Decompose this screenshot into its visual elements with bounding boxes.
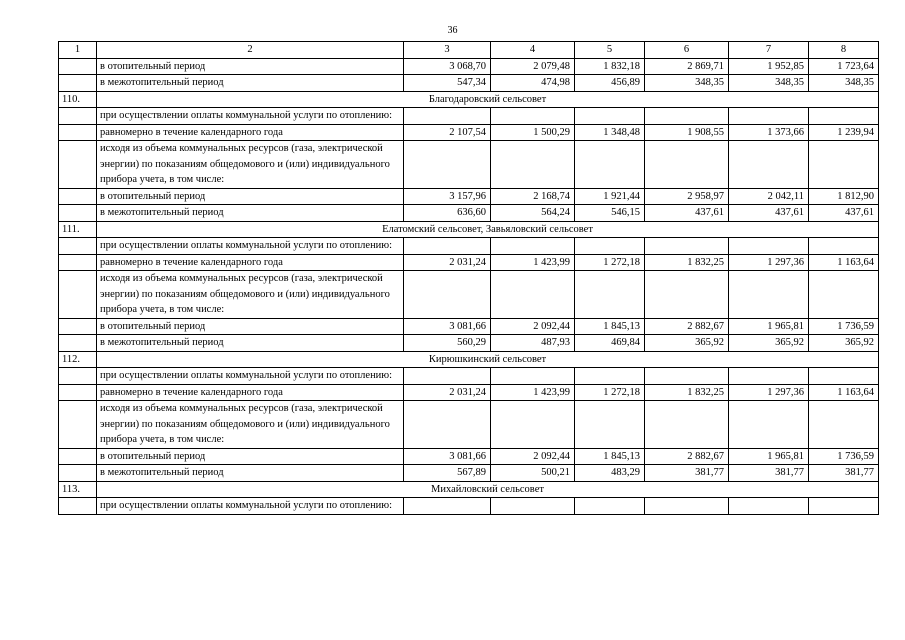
value-cell [809, 401, 879, 449]
value-cell [404, 141, 491, 189]
row-label: равномерно в течение календарного года [97, 124, 404, 141]
value-cell: 1 163,64 [809, 384, 879, 401]
value-cell [575, 368, 645, 385]
row-number-cell [59, 448, 97, 465]
value-cell: 1 965,81 [729, 448, 809, 465]
row-label: при осуществлении оплаты коммунальной услуги по отоплению: [97, 108, 404, 125]
heating-row [59, 318, 879, 335]
value-cell: 1 952,85 [729, 58, 809, 75]
nonheating-row [59, 205, 879, 222]
value-cell: 365,92 [645, 335, 729, 352]
value-cell: 1 832,18 [575, 58, 645, 75]
value-cell [729, 498, 809, 515]
value-cell: 1 373,66 [729, 124, 809, 141]
row-label: при осуществлении оплаты коммунальной услуги по отоплению: [97, 498, 404, 515]
row-label: в отопительный период [97, 58, 404, 75]
meter-label-row [59, 401, 879, 449]
value-cell: 1 348,48 [575, 124, 645, 141]
table-row [59, 58, 879, 75]
value-cell: 348,35 [809, 75, 879, 92]
value-cell: 560,29 [404, 335, 491, 352]
value-cell: 487,93 [491, 335, 575, 352]
value-cell: 1 921,44 [575, 188, 645, 205]
value-cell: 1 163,64 [809, 254, 879, 271]
value-cell: 2 107,54 [404, 124, 491, 141]
value-cell: 1 845,13 [575, 318, 645, 335]
value-cell [404, 108, 491, 125]
value-cell [404, 238, 491, 255]
row-number-cell [59, 254, 97, 271]
row-number-cell [59, 124, 97, 141]
row-number-cell [59, 384, 97, 401]
row-number-cell [59, 188, 97, 205]
value-cell: 2 168,74 [491, 188, 575, 205]
value-cell: 1 297,36 [729, 254, 809, 271]
meter-label-row [59, 271, 879, 319]
value-cell [404, 271, 491, 319]
value-cell: 1 297,36 [729, 384, 809, 401]
value-cell: 500,21 [491, 465, 575, 482]
value-cell: 3 081,66 [404, 318, 491, 335]
value-cell: 2 031,24 [404, 384, 491, 401]
value-cell [575, 141, 645, 189]
value-cell [809, 498, 879, 515]
value-cell [645, 498, 729, 515]
section-name: Михайловский сельсовет [97, 481, 879, 498]
value-cell [809, 238, 879, 255]
value-cell: 2 079,48 [491, 58, 575, 75]
row-label: при осуществлении оплаты коммунальной услуги по отоплению: [97, 238, 404, 255]
column-header-2: 2 [97, 42, 404, 59]
nonheating-row [59, 465, 879, 482]
row-number-cell [59, 271, 97, 319]
section-name: Кирюшкинский сельсовет [97, 351, 879, 368]
section-number: 110. [59, 91, 97, 108]
value-cell: 348,35 [645, 75, 729, 92]
row-label: равномерно в течение календарного года [97, 384, 404, 401]
value-cell: 1 832,25 [645, 384, 729, 401]
value-cell [575, 238, 645, 255]
column-header-4: 4 [491, 42, 575, 59]
section-row [59, 91, 879, 108]
value-cell: 546,15 [575, 205, 645, 222]
row-number-cell [59, 465, 97, 482]
row-label: в межотопительный период [97, 465, 404, 482]
uniform-row [59, 384, 879, 401]
value-cell [491, 141, 575, 189]
value-cell [809, 271, 879, 319]
row-label: в отопительный период [97, 188, 404, 205]
value-cell: 1 832,25 [645, 254, 729, 271]
value-cell [645, 108, 729, 125]
row-label: исходя из объема коммунальных ресурсов (газа, электрической энергии) по показаниям общедомового и (или) индивидуального прибора учета, в том числе: [97, 271, 404, 319]
value-cell [809, 141, 879, 189]
value-cell: 1 272,18 [575, 384, 645, 401]
value-cell [645, 401, 729, 449]
row-label: в межотопительный период [97, 335, 404, 352]
value-cell [645, 368, 729, 385]
value-cell: 1 239,94 [809, 124, 879, 141]
value-cell: 3 068,70 [404, 58, 491, 75]
page-number: 36 [447, 25, 458, 36]
payment-label-row [59, 368, 879, 385]
value-cell [404, 498, 491, 515]
value-cell: 1 812,90 [809, 188, 879, 205]
row-number-cell [59, 238, 97, 255]
value-cell [491, 238, 575, 255]
value-cell: 2 882,67 [645, 448, 729, 465]
heating-row [59, 188, 879, 205]
value-cell: 437,61 [645, 205, 729, 222]
value-cell [491, 368, 575, 385]
payment-label-row [59, 238, 879, 255]
value-cell [491, 108, 575, 125]
value-cell [575, 498, 645, 515]
value-cell [404, 401, 491, 449]
column-header-3: 3 [404, 42, 491, 59]
row-label: равномерно в течение календарного года [97, 254, 404, 271]
value-cell: 1 845,13 [575, 448, 645, 465]
row-number-cell [59, 108, 97, 125]
value-cell: 3 157,96 [404, 188, 491, 205]
value-cell [404, 368, 491, 385]
value-cell: 474,98 [491, 75, 575, 92]
value-cell: 1 736,59 [809, 448, 879, 465]
value-cell: 1 500,29 [491, 124, 575, 141]
value-cell: 381,77 [729, 465, 809, 482]
value-cell: 1 423,99 [491, 384, 575, 401]
value-cell [729, 238, 809, 255]
section-number: 111. [59, 221, 97, 238]
value-cell: 2 092,44 [491, 318, 575, 335]
row-number-cell [59, 141, 97, 189]
value-cell [491, 271, 575, 319]
value-cell [575, 108, 645, 125]
row-label: в межотопительный период [97, 205, 404, 222]
table-row [59, 75, 879, 92]
heating-row [59, 448, 879, 465]
value-cell [645, 141, 729, 189]
column-header-7: 7 [729, 42, 809, 59]
value-cell [491, 401, 575, 449]
value-cell: 2 882,67 [645, 318, 729, 335]
column-header-6: 6 [645, 42, 729, 59]
value-cell: 3 081,66 [404, 448, 491, 465]
value-cell: 365,92 [729, 335, 809, 352]
value-cell: 1 736,59 [809, 318, 879, 335]
row-label: в отопительный период [97, 318, 404, 335]
value-cell [491, 498, 575, 515]
value-cell [809, 108, 879, 125]
value-cell [729, 368, 809, 385]
payment-label-row [59, 108, 879, 125]
row-number-cell [59, 205, 97, 222]
value-cell: 2 031,24 [404, 254, 491, 271]
row-label: в межотопительный период [97, 75, 404, 92]
column-header-8: 8 [809, 42, 879, 59]
section-number: 112. [59, 351, 97, 368]
row-label: в отопительный период [97, 448, 404, 465]
value-cell [809, 368, 879, 385]
value-cell: 456,89 [575, 75, 645, 92]
value-cell: 483,29 [575, 465, 645, 482]
row-number-cell [59, 58, 97, 75]
section-row [59, 221, 879, 238]
value-cell: 2 092,44 [491, 448, 575, 465]
column-header-5: 5 [575, 42, 645, 59]
value-cell: 2 042,11 [729, 188, 809, 205]
value-cell [729, 108, 809, 125]
value-cell: 1 423,99 [491, 254, 575, 271]
value-cell: 381,77 [809, 465, 879, 482]
column-header-1: 1 [59, 42, 97, 59]
row-number-cell [59, 335, 97, 352]
row-number-cell [59, 318, 97, 335]
row-label: при осуществлении оплаты коммунальной услуги по отоплению: [97, 368, 404, 385]
section-number: 113. [59, 481, 97, 498]
row-number-cell [59, 401, 97, 449]
value-cell: 2 869,71 [645, 58, 729, 75]
value-cell: 564,24 [491, 205, 575, 222]
row-number-cell [59, 75, 97, 92]
tariff-table [58, 41, 879, 515]
section-row [59, 351, 879, 368]
value-cell: 547,34 [404, 75, 491, 92]
nonheating-row [59, 335, 879, 352]
value-cell: 469,84 [575, 335, 645, 352]
meter-label-row [59, 141, 879, 189]
value-cell: 437,61 [729, 205, 809, 222]
value-cell: 1 965,81 [729, 318, 809, 335]
uniform-row [59, 254, 879, 271]
value-cell: 1 272,18 [575, 254, 645, 271]
section-name: Благодаровский сельсовет [97, 91, 879, 108]
value-cell: 348,35 [729, 75, 809, 92]
value-cell: 437,61 [809, 205, 879, 222]
header-row [59, 42, 879, 59]
value-cell [645, 238, 729, 255]
value-cell [575, 271, 645, 319]
value-cell: 1 908,55 [645, 124, 729, 141]
row-label: исходя из объема коммунальных ресурсов (газа, электрической энергии) по показаниям общедомового и (или) индивидуального прибора учета, в том числе: [97, 141, 404, 189]
value-cell: 2 958,97 [645, 188, 729, 205]
value-cell: 365,92 [809, 335, 879, 352]
row-number-cell [59, 498, 97, 515]
value-cell [729, 401, 809, 449]
value-cell [575, 401, 645, 449]
value-cell: 1 723,64 [809, 58, 879, 75]
payment-label-row [59, 498, 879, 515]
value-cell: 567,89 [404, 465, 491, 482]
section-row [59, 481, 879, 498]
value-cell [729, 271, 809, 319]
section-name: Елатомский сельсовет, Завьяловский сельсовет [97, 221, 879, 238]
value-cell [645, 271, 729, 319]
value-cell: 636,60 [404, 205, 491, 222]
row-label: исходя из объема коммунальных ресурсов (газа, электрической энергии) по показаниям общедомового и (или) индивидуального прибора учета, в том числе: [97, 401, 404, 449]
uniform-row [59, 124, 879, 141]
value-cell: 381,77 [645, 465, 729, 482]
value-cell [729, 141, 809, 189]
row-number-cell [59, 368, 97, 385]
table-body [59, 42, 879, 515]
